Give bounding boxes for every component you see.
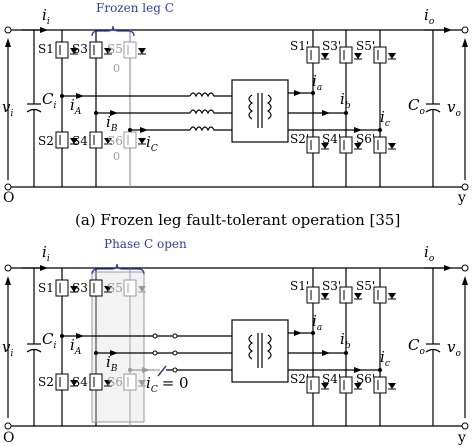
b-label-s3: S3: [72, 281, 88, 295]
top-vo-label: $v_o$: [447, 98, 461, 119]
b-label-s1p: S1': [290, 279, 310, 293]
b-label-s2p: S2': [290, 372, 310, 386]
top-ic-label: $i_C$: [146, 133, 158, 154]
top-inductor-a: [190, 93, 232, 96]
label-s5: S5: [107, 42, 123, 56]
label-s1p: S1': [290, 39, 310, 53]
top-inductor-b: [190, 110, 232, 113]
s5-state: 0: [113, 62, 120, 75]
top-inductor-c: [190, 127, 232, 130]
top-vi-label: $v_i$: [2, 98, 14, 119]
top-caption: (a) Frozen leg fault-tolerant operation [35]: [75, 211, 401, 229]
b-label-s1: S1: [38, 281, 54, 295]
label-s3: S3: [72, 42, 88, 56]
bottom-node-y: y: [458, 430, 466, 446]
top-ic-sec-label: $i_c$: [380, 108, 390, 129]
bottom-transformer: [232, 320, 288, 382]
bottom-co-label: $C_o$: [408, 336, 425, 357]
top-io-label: $i_o$: [424, 6, 435, 27]
bottom-ci-label: $C_i$: [42, 330, 57, 351]
bottom-right-switches: [307, 287, 396, 393]
label-s2: S2: [38, 134, 54, 148]
b-label-s2: S2: [38, 375, 54, 389]
switch-s5: [124, 42, 146, 58]
top-ia-label: $i_A$: [70, 96, 82, 117]
bottom-panel: [2, 237, 468, 446]
bottom-ic-sec-label: $i_c$: [380, 348, 390, 369]
b-label-s6: S6: [107, 375, 123, 389]
label-s5p: S5': [356, 39, 376, 53]
label-s4: S4: [72, 134, 88, 148]
b-label-s6p: S6': [356, 372, 376, 386]
b-label-s4: S4: [72, 375, 88, 389]
bottom-vi-label: $v_i$: [2, 338, 14, 359]
label-s2p: S2': [290, 132, 310, 146]
top-ci-label: $C_i$: [42, 90, 57, 111]
bottom-ii-label: $i_i$: [42, 243, 50, 264]
bottom-io-label: $i_o$: [424, 243, 435, 264]
b-label-s4p: S4': [322, 372, 342, 386]
s6-state: 0: [113, 150, 120, 163]
top-node-y: y: [458, 190, 466, 206]
top-ib-sec-label: $i_b$: [340, 90, 351, 111]
bottom-ib-sec-label: $i_b$: [340, 330, 351, 351]
top-left-switches: [56, 42, 146, 148]
b-label-s5p: S5': [356, 279, 376, 293]
switch-s6: [124, 132, 146, 148]
top-brace: [92, 26, 134, 36]
top-transformer: [232, 80, 288, 142]
top-panel: [2, 1, 468, 206]
bottom-annotation: Phase C open: [104, 237, 187, 251]
label-s1: S1: [38, 42, 54, 56]
label-s4p: S4': [322, 132, 342, 146]
top-ii-arrow: [40, 27, 48, 33]
top-terminal-ur: [462, 27, 468, 33]
top-ia-sec-label: $i_a$: [312, 72, 323, 93]
label-s6: S6: [107, 134, 123, 148]
top-ii-label: $i_i$: [42, 6, 50, 27]
top-node-o: O: [3, 190, 15, 206]
bottom-node-o: O: [3, 430, 15, 446]
label-s6p: S6': [356, 132, 376, 146]
top-co-label: $C_o$: [408, 96, 425, 117]
bottom-ic-label: $i_C = 0$: [146, 374, 189, 395]
bottom-ia-sec-label: $i_a$: [312, 312, 323, 333]
bottom-ib-label: $i_B$: [106, 353, 118, 374]
b-label-s5: S5: [107, 281, 123, 295]
bottom-ia-label: $i_A$: [70, 336, 82, 357]
top-ib-label: $i_B$: [106, 113, 118, 134]
label-s3p: S3': [322, 39, 342, 53]
top-right-switches: [307, 47, 396, 153]
b-label-s3p: S3': [322, 279, 342, 293]
bottom-vo-label: $v_o$: [447, 338, 461, 359]
top-annotation: Frozen leg C: [96, 1, 174, 15]
top-terminal-ul: [5, 27, 11, 33]
